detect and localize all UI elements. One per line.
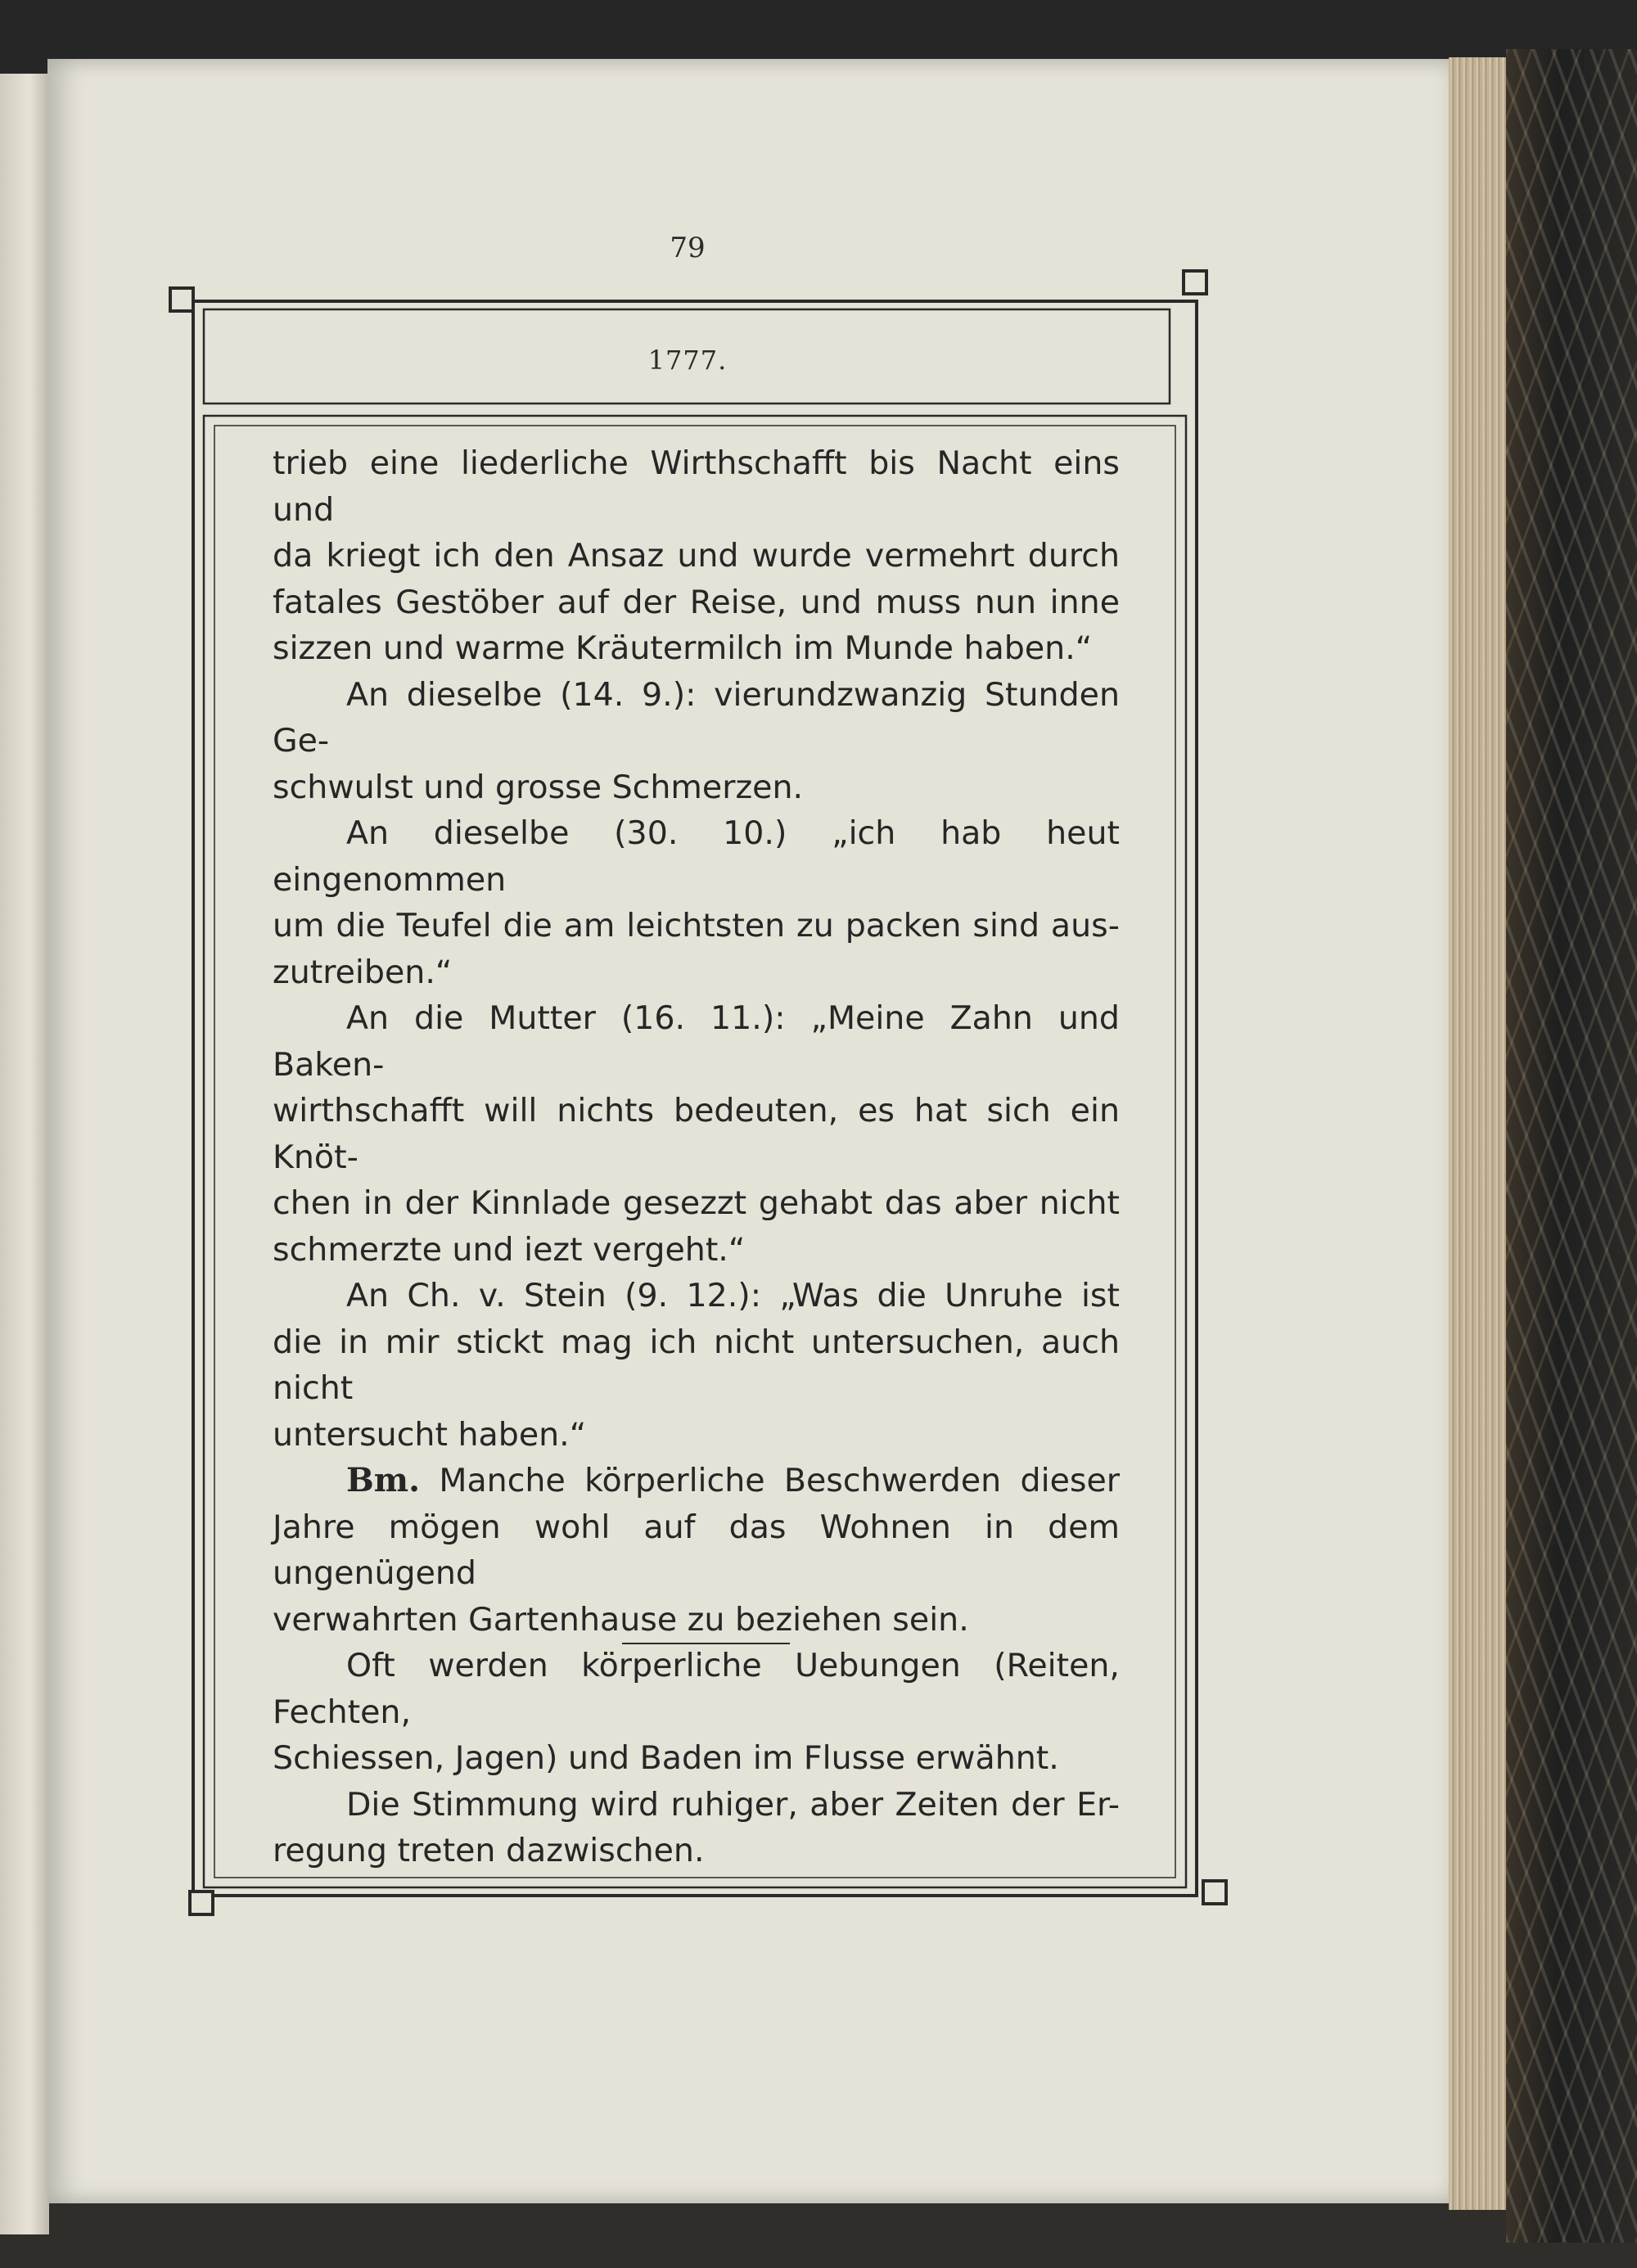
text-line: da kriegt ich den Ansaz und wurde vermehrt durch bbox=[273, 537, 1120, 575]
text-line: sizzen und warme Kräutermilch im Munde haben.“ bbox=[273, 629, 1093, 667]
text-line: wirthschafft will nichts bedeuten, es hat sich ein Knöt- bbox=[273, 1092, 1120, 1176]
text-line: trieb eine liederliche Wirthschafft bis Nacht eins und bbox=[273, 444, 1120, 529]
paragraph bbox=[273, 1782, 1120, 1874]
paragraph bbox=[273, 440, 1120, 672]
text-line: fatales Gestöber auf der Reise, und muss nun inne bbox=[273, 583, 1120, 621]
text-line: verwahrten Gartenhause zu beziehen sein. bbox=[273, 1600, 969, 1639]
text-line: Oft werden körperliche Uebungen (Reiten, Fechten, bbox=[273, 1647, 1120, 1731]
text-line: untersucht haben.“ bbox=[273, 1415, 587, 1454]
text-line: schwulst und grosse Schmerzen. bbox=[273, 768, 804, 806]
closing-rule bbox=[622, 1643, 790, 1644]
body-text bbox=[273, 440, 1120, 1874]
text-line: chen in der Kinnlade gesezzt gehabt das aber nicht bbox=[273, 1184, 1120, 1222]
text-line: regung treten dazwischen. bbox=[273, 1832, 705, 1869]
year-heading: 1777. bbox=[647, 345, 728, 376]
text-line: An Ch. v. Stein (9. 12.): „Was die Unruhe ist bbox=[346, 1277, 1120, 1314]
paragraph bbox=[273, 995, 1120, 1273]
text-line: An dieselbe (30. 10.) „ich hab heut eingenommen bbox=[273, 814, 1120, 899]
text-line: An die Mutter (16. 11.): „Meine Zahn und Baken- bbox=[273, 999, 1120, 1084]
text-line: An dieselbe (14. 9.): vierundzwanzig Stunden Ge- bbox=[273, 675, 1120, 760]
text-line: Die Stimmung wird ruhiger, aber Zeiten der Er- bbox=[346, 1785, 1120, 1824]
paragraph bbox=[273, 1458, 1120, 1643]
page-number: 79 bbox=[670, 232, 706, 264]
paragraph bbox=[273, 672, 1120, 811]
text-line: die in mir stickt mag ich nicht untersuchen, auch nicht bbox=[273, 1323, 1120, 1407]
text-line bbox=[273, 1458, 1120, 1504]
paragraph bbox=[273, 1273, 1120, 1458]
paragraph bbox=[273, 1643, 1120, 1782]
paragraph bbox=[273, 810, 1120, 995]
text-line: um die Teufel die am leichtsten zu packen sind aus- bbox=[273, 907, 1120, 945]
text-line: zutreiben.“ bbox=[273, 953, 453, 991]
text-line: schmerzte und iezt vergeht.“ bbox=[273, 1230, 746, 1269]
bold-lead-word: Bm. bbox=[346, 1461, 421, 1499]
text-line: Schiessen, Jagen) und Baden im Flusse erwähnt. bbox=[273, 1739, 1059, 1777]
text-run: Manche körperliche Beschwerden dieser bbox=[420, 1462, 1120, 1499]
text-line: Jahre mögen wohl auf das Wohnen in dem ungenügend bbox=[273, 1508, 1120, 1592]
